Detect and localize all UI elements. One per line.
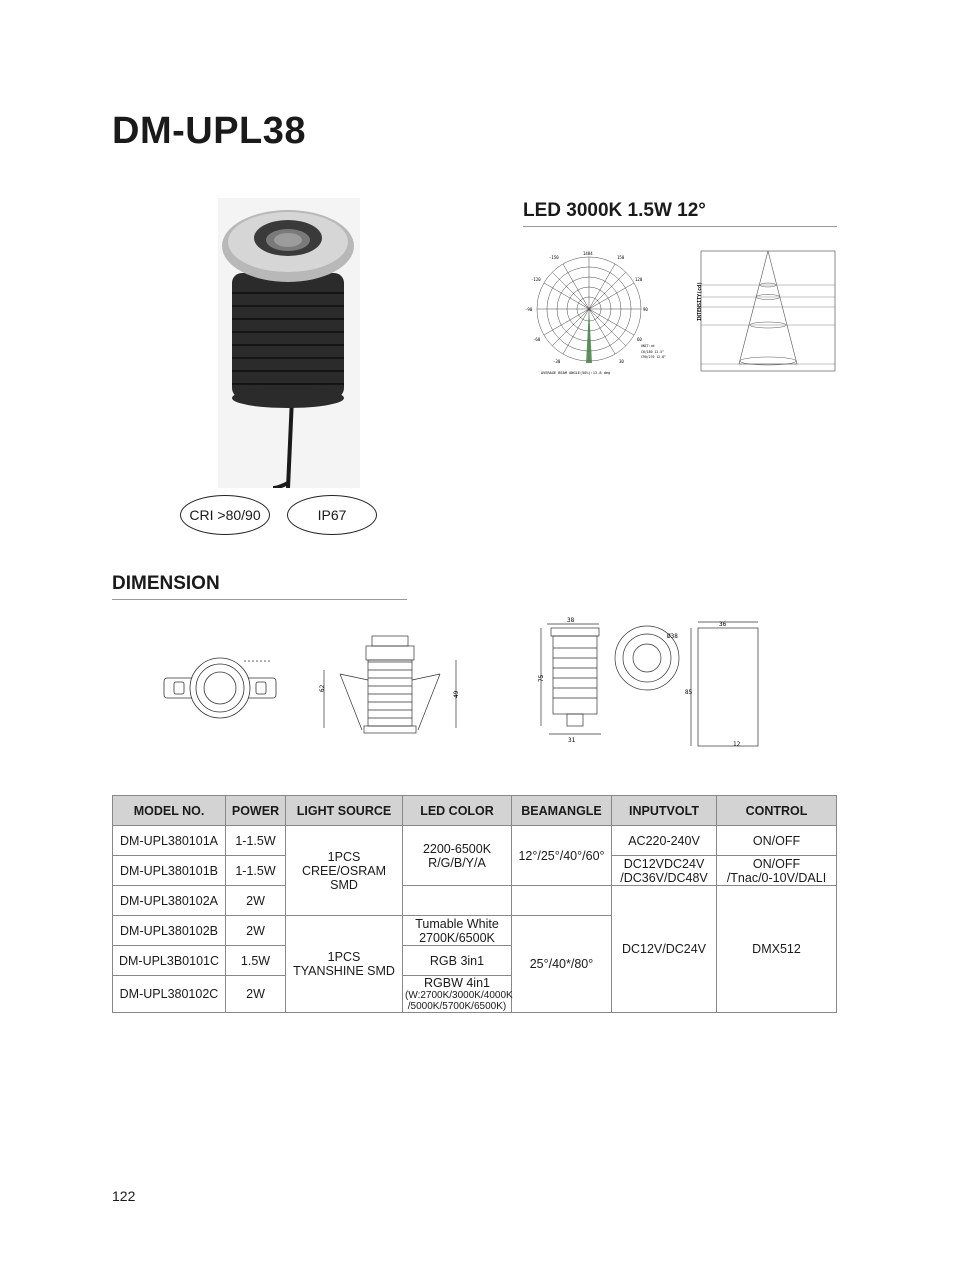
dimension-divider — [112, 599, 407, 600]
svg-text:150: 150 — [617, 255, 625, 260]
svg-text:-150: -150 — [549, 255, 559, 260]
header-power: POWER — [226, 796, 286, 826]
table-row — [113, 886, 837, 916]
power-cell: 2W — [226, 916, 286, 946]
beam-cell: 12°/25°/40°/60° — [512, 826, 612, 886]
svg-text:-120: -120 — [531, 277, 541, 282]
model-cell: DM-UPL3B0101C — [113, 946, 226, 976]
svg-text:INTENSITY(cd): INTENSITY(cd) — [697, 281, 703, 321]
power-cell: 2W — [226, 976, 286, 1013]
box-width-label: 36 — [719, 621, 727, 628]
power-cell: 1-1.5W — [226, 826, 286, 856]
spec-divider — [523, 226, 837, 227]
led-color-cell: 2200-6500K R/G/B/Y/A — [403, 826, 512, 886]
model-cell: DM-UPL380102C — [113, 976, 226, 1013]
control-cell: DMX512 — [717, 886, 837, 1013]
model-cell: DM-UPL380102A — [113, 886, 226, 916]
svg-text:-90: -90 — [525, 307, 533, 312]
power-cell: 1-1.5W — [226, 856, 286, 886]
led-color-cell: RGB 3in1 — [403, 946, 512, 976]
table-header-row — [113, 796, 837, 826]
svg-text:C0/180 12.5°: C0/180 12.5° — [641, 350, 665, 354]
light-source-cell: 1PCS CREE/OSRAM SMD — [286, 826, 403, 916]
page-title: DM-UPL38 — [112, 110, 307, 152]
svg-text:60: 60 — [637, 337, 642, 342]
svg-text:AVERAGE BEAM ANGLE(50%):12.8 d: AVERAGE BEAM ANGLE(50%):12.8 deg — [541, 371, 611, 375]
led-color-cell: Tumable White 2700K/6500K — [403, 916, 512, 946]
volt-cell: DC12VDC24V /DC36V/DC48V — [612, 856, 717, 886]
empty-led-color-cell — [403, 886, 512, 916]
side-height-left-label: 62 — [319, 684, 326, 692]
side-height-right-label: 49 — [453, 690, 460, 698]
svg-text:-30: -30 — [553, 359, 561, 364]
svg-text:120: 120 — [635, 277, 643, 282]
header-inputvolt: INPUTVOLT — [612, 796, 717, 826]
svg-text:1484: 1484 — [583, 251, 593, 256]
table-row — [113, 826, 837, 856]
front-diameter-label: Ø38 — [667, 633, 678, 640]
led-color-detail: (W:2700K/3000K/4000K /5000K/5700K/6500K) — [405, 990, 513, 1012]
cri-badge: CRI >80/90 — [180, 495, 270, 535]
front-height-label: 75 — [538, 674, 545, 682]
header-light-source: LIGHT SOURCE — [286, 796, 403, 826]
top-view-drawing — [160, 650, 280, 730]
model-cell: DM-UPL380101A — [113, 826, 226, 856]
led-color-cell — [403, 976, 512, 1013]
power-cell: 2W — [226, 886, 286, 916]
polar-distribution-chart — [523, 247, 668, 379]
side-view-drawing — [318, 630, 463, 740]
header-led-color: LED COLOR — [403, 796, 512, 826]
ip-rating-badge: IP67 — [287, 495, 377, 535]
spec-table — [112, 795, 837, 1013]
spec-heading: LED 3000K 1.5W 12° — [523, 200, 706, 221]
page-number: 122 — [112, 1188, 136, 1204]
header-beamangle: BEAMANGLE — [512, 796, 612, 826]
volt-cell: DC12V/DC24V — [612, 886, 717, 1013]
front-bottom-label: 31 — [568, 737, 576, 744]
dimension-heading: DIMENSION — [112, 573, 220, 594]
beam-cell: 25°/40*/80° — [512, 916, 612, 1013]
box-notch-label: 12 — [733, 741, 741, 748]
led-color-title: RGBW 4in1 — [424, 976, 490, 990]
front-width-label: 38 — [567, 617, 575, 624]
svg-text:90: 90 — [643, 307, 648, 312]
svg-text:UNIT:cd: UNIT:cd — [641, 344, 655, 348]
header-model: MODEL NO. — [113, 796, 226, 826]
power-cell: 1.5W — [226, 946, 286, 976]
header-control: CONTROL — [717, 796, 837, 826]
svg-text:-60: -60 — [533, 337, 541, 342]
light-source-cell: 1PCS TYANSHINE SMD — [286, 916, 403, 1013]
front-view-drawing — [535, 614, 780, 764]
box-height-label: 85 — [685, 689, 693, 696]
empty-beam-cell — [512, 886, 612, 916]
model-cell: DM-UPL380101B — [113, 856, 226, 886]
svg-text:30: 30 — [619, 359, 624, 364]
model-cell: DM-UPL380102B — [113, 916, 226, 946]
beam-cone-chart — [673, 247, 838, 377]
product-photo — [218, 198, 360, 488]
volt-cell: AC220-240V — [612, 826, 717, 856]
control-cell: ON/OFF — [717, 826, 837, 856]
svg-text:C90/270 12.8°: C90/270 12.8° — [641, 355, 666, 359]
control-cell: ON/OFF /Tnac/0-10V/DALI — [717, 856, 837, 886]
